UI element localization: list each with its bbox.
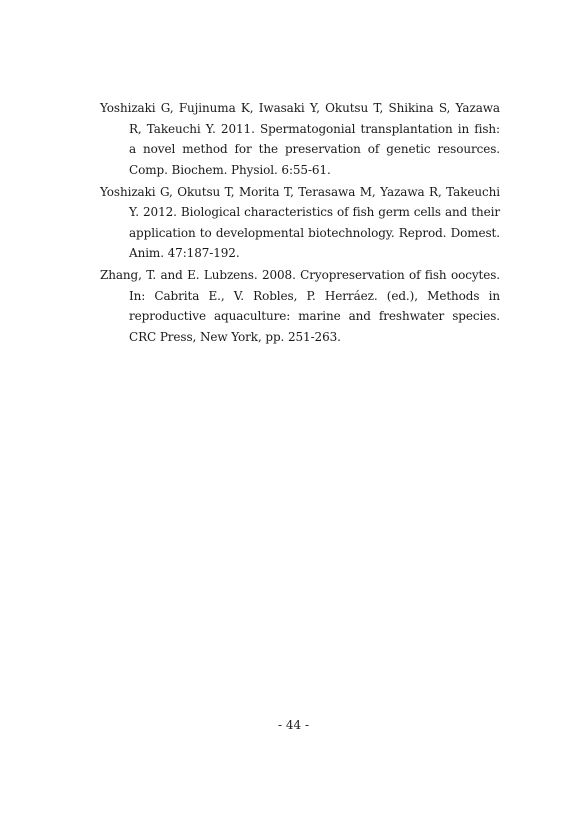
reference-list (100, 98, 500, 349)
reference-entry: Zhang, T. and E. Lubzens. 2008. Cryopreservation of fish oocytes. In: Cabrita E., V. Robles, P. Herráez. (ed.), Methods in reproductive aquaculture: marine and freshwater species. CRC Press, New York, pp. 251-263. (100, 268, 500, 344)
reference-entry: Yoshizaki G, Okutsu T, Morita T, Terasawa M, Yazawa R, Takeuchi Y. 2012. Biological characteristics of fish germ cells and their application to developmental biotechnology. Reprod. Domest. Anim. 47:187-192. (100, 184, 500, 261)
page-number: - 44 - (277, 718, 309, 732)
reference-entry: Yoshizaki G, Fujinuma K, Iwasaki Y, Okutsu T, Shikina S, Yazawa R, Takeuchi Y. 2011. Spermatogonial transplantation in fish: a novel method for the preservation of genetic resources. Comp. Biochem. Physiol. 6:55-61. (100, 101, 500, 177)
